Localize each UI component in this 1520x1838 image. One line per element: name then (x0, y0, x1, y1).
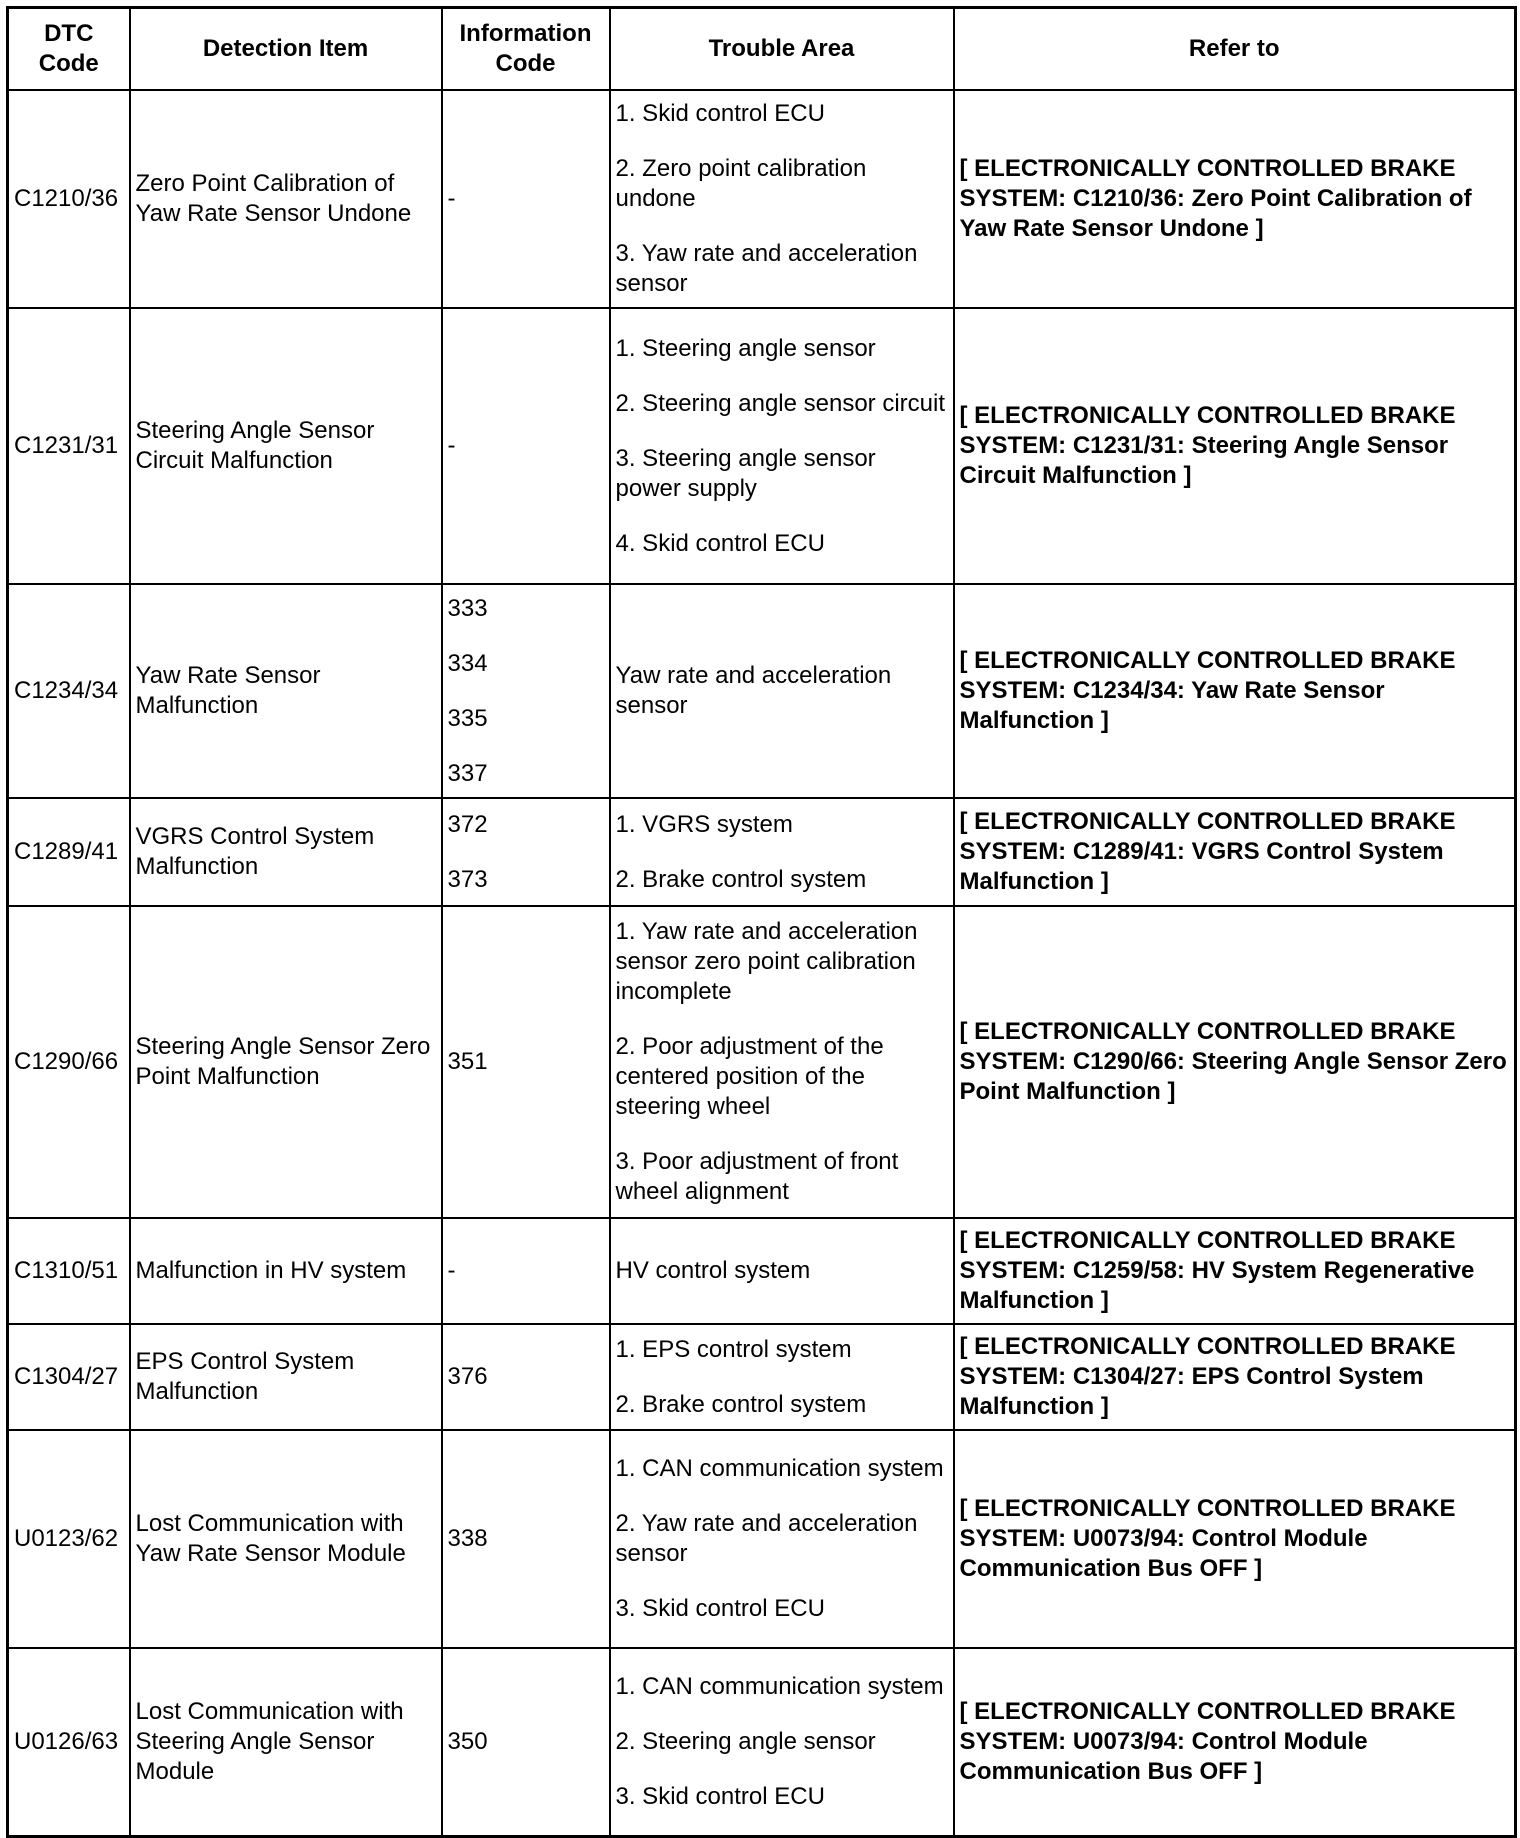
dtc-code: C1231/31 (14, 432, 119, 459)
information-code: 334 (447, 649, 488, 677)
header-information-code: Information Code (442, 8, 610, 91)
refer-to-link: [ ELECTRONICALLY CONTROLLED BRAKE SYSTEM: U0073/94: Control Module Communication Bus OFF ] (959, 1495, 1456, 1582)
detection-item-cell (130, 90, 442, 308)
trouble-area-cell (610, 90, 954, 308)
trouble-area-item: 1. CAN communication system (615, 1672, 944, 1700)
detection-item-cell (130, 1430, 442, 1648)
dtc-code-cell (8, 798, 130, 906)
detection-item-cell (130, 1648, 442, 1836)
trouble-area-item: 1. CAN communication system (615, 1455, 944, 1482)
information-code-cell (442, 906, 610, 1218)
information-code-cell (442, 308, 610, 584)
refer-to-link: [ ELECTRONICALLY CONTROLLED BRAKE SYSTEM: C1290/66: Steering Angle Sensor Zero Point Malfunction ] (959, 1018, 1507, 1105)
detection-item-cell (130, 584, 442, 798)
trouble-area-item: 2. Zero point calibration undone (615, 155, 867, 212)
trouble-area-item: 3. Skid control ECU (615, 1782, 825, 1810)
table-row (8, 308, 1516, 584)
trouble-area-item: 1. VGRS system (615, 810, 793, 838)
table-row (8, 798, 1516, 906)
information-code-cell (442, 1648, 610, 1836)
trouble-area-cell (610, 1324, 954, 1430)
trouble-area-item: Yaw rate and acceleration sensor (615, 662, 892, 719)
trouble-area-item: 3. Steering angle sensor power supply (615, 444, 876, 502)
refer-to-link: [ ELECTRONICALLY CONTROLLED BRAKE SYSTEM: C1259/58: HV System Regenerative Malfunction ] (959, 1227, 1475, 1314)
refer-to-cell (954, 1324, 1516, 1430)
information-code: 338 (447, 1525, 488, 1552)
table-row (8, 1218, 1516, 1324)
detection-item-cell (130, 798, 442, 906)
detection-item: Yaw Rate Sensor Malfunction (135, 662, 321, 719)
refer-to-link: [ ELECTRONICALLY CONTROLLED BRAKE SYSTEM: C1231/31: Steering Angle Sensor Circuit Malfunction ] (959, 402, 1456, 489)
trouble-area-item: 2. Brake control system (615, 865, 867, 893)
dtc-code: C1290/66 (14, 1048, 119, 1075)
trouble-area-item: 2. Poor adjustment of the centered position of the steering wheel (615, 1033, 884, 1120)
detection-item: Lost Communication with Steering Angle Sensor Module (135, 1697, 404, 1785)
detection-item: VGRS Control System Malfunction (135, 823, 375, 880)
information-code-cell (442, 90, 610, 308)
information-code: 373 (447, 865, 488, 893)
trouble-area-cell (610, 308, 954, 584)
dtc-code: C1234/34 (14, 677, 119, 704)
table-row (8, 1430, 1516, 1648)
trouble-area-cell (610, 584, 954, 798)
trouble-area-item: 3. Poor adjustment of front wheel alignment (615, 1148, 899, 1205)
dtc-code: C1304/27 (14, 1363, 119, 1390)
refer-to-cell (954, 906, 1516, 1218)
information-code: 351 (447, 1048, 488, 1075)
information-code-cell (442, 1324, 610, 1430)
trouble-area-item: 2. Yaw rate and acceleration sensor (615, 1510, 918, 1567)
trouble-area-item: 4. Skid control ECU (615, 529, 825, 557)
detection-item: Steering Angle Sensor Circuit Malfunction (135, 417, 375, 474)
header-row (8, 8, 1516, 91)
trouble-area-item: 1. Steering angle sensor (615, 334, 876, 362)
trouble-area-item: 3. Yaw rate and acceleration sensor (615, 240, 918, 297)
refer-to-cell (954, 1430, 1516, 1648)
refer-to-cell (954, 1648, 1516, 1836)
information-code: 337 (447, 759, 488, 787)
refer-to-cell (954, 90, 1516, 308)
dtc-code: C1310/51 (14, 1257, 119, 1284)
detection-item: Malfunction in HV system (135, 1257, 407, 1284)
trouble-area-item: 3. Skid control ECU (615, 1595, 825, 1622)
detection-item-cell (130, 1324, 442, 1430)
detection-item: Steering Angle Sensor Zero Point Malfunction (135, 1033, 431, 1090)
information-code: 333 (447, 594, 488, 622)
header-detection-item: Detection Item (130, 8, 442, 91)
refer-to-link: [ ELECTRONICALLY CONTROLLED BRAKE SYSTEM: C1304/27: EPS Control System Malfunction ] (959, 1333, 1456, 1420)
table-row (8, 1648, 1516, 1836)
trouble-area-item: 2. Steering angle sensor circuit (615, 389, 946, 417)
dtc-code-cell (8, 1324, 130, 1430)
dtc-code-cell (8, 1430, 130, 1648)
table-row (8, 906, 1516, 1218)
refer-to-cell (954, 798, 1516, 906)
table-row (8, 90, 1516, 308)
trouble-area-item: 1. EPS control system (615, 1335, 852, 1363)
information-code: - (447, 185, 456, 212)
refer-to-cell (954, 308, 1516, 584)
trouble-area-cell (610, 798, 954, 906)
detection-item: EPS Control System Malfunction (135, 1348, 355, 1405)
detection-item-cell (130, 1218, 442, 1324)
trouble-area-item: 2. Steering angle sensor (615, 1727, 876, 1755)
trouble-area-cell (610, 1648, 954, 1836)
refer-to-link: [ ELECTRONICALLY CONTROLLED BRAKE SYSTEM: C1210/36: Zero Point Calibration of Yaw Rate Sensor Undone ] (959, 155, 1472, 242)
information-code: - (447, 432, 456, 459)
trouble-area-cell (610, 1218, 954, 1324)
header-trouble-area: Trouble Area (610, 8, 954, 91)
information-code-cell (442, 1430, 610, 1648)
information-code-cell (442, 798, 610, 906)
information-code: 335 (447, 704, 488, 732)
dtc-table-container (6, 6, 1517, 1838)
refer-to-link: [ ELECTRONICALLY CONTROLLED BRAKE SYSTEM: C1234/34: Yaw Rate Sensor Malfunction ] (959, 647, 1456, 734)
information-code: - (447, 1257, 456, 1284)
refer-to-link: [ ELECTRONICALLY CONTROLLED BRAKE SYSTEM: U0073/94: Control Module Communication Bus OFF ] (959, 1697, 1456, 1785)
dtc-code: C1289/41 (14, 838, 119, 865)
header-refer-to: Refer to (954, 8, 1516, 91)
dtc-code-cell (8, 906, 130, 1218)
information-code-cell (442, 584, 610, 798)
table-row (8, 1324, 1516, 1430)
trouble-area-item: 1. Skid control ECU (615, 100, 825, 127)
detection-item-cell (130, 308, 442, 584)
refer-to-link: [ ELECTRONICALLY CONTROLLED BRAKE SYSTEM: C1289/41: VGRS Control System Malfunction ] (959, 808, 1456, 895)
dtc-code-cell (8, 308, 130, 584)
trouble-area-item: 1. Yaw rate and acceleration sensor zero point calibration incomplete (615, 918, 918, 1005)
information-code: 372 (447, 810, 488, 838)
header-dtc-code: DTC Code (8, 8, 130, 91)
dtc-code-cell (8, 1648, 130, 1836)
trouble-area-cell (610, 906, 954, 1218)
detection-item: Zero Point Calibration of Yaw Rate Sensor Undone (135, 170, 412, 227)
trouble-area-cell (610, 1430, 954, 1648)
information-code: 376 (447, 1363, 488, 1390)
dtc-table (6, 6, 1517, 1838)
dtc-code: C1210/36 (14, 185, 119, 212)
dtc-code: U0123/62 (14, 1525, 119, 1552)
detection-item-cell (130, 906, 442, 1218)
refer-to-cell (954, 584, 1516, 798)
information-code: 350 (447, 1727, 488, 1755)
trouble-area-item: 2. Brake control system (615, 1390, 867, 1418)
table-body (8, 90, 1516, 1836)
information-code-cell (442, 1218, 610, 1324)
table-row (8, 584, 1516, 798)
dtc-code-cell (8, 1218, 130, 1324)
dtc-code-cell (8, 584, 130, 798)
dtc-code-cell (8, 90, 130, 308)
refer-to-cell (954, 1218, 1516, 1324)
trouble-area-item: HV control system (615, 1257, 811, 1284)
dtc-code: U0126/63 (14, 1727, 119, 1755)
detection-item: Lost Communication with Yaw Rate Sensor Module (135, 1510, 406, 1567)
